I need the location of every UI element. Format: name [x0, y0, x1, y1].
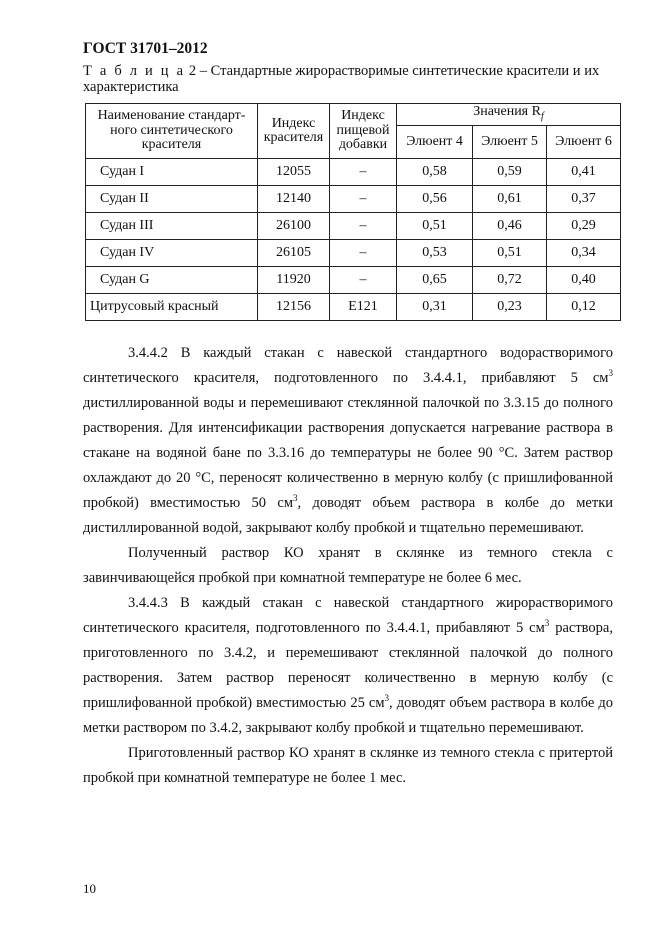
cell-eluent-4: 0,56: [397, 186, 473, 213]
header-eluent-4: Элюент 4: [397, 126, 473, 159]
superscript: 3: [384, 693, 390, 704]
standard-code: ГОСТ 31701–2012: [83, 40, 208, 57]
cell-eluent-4: 0,58: [397, 159, 473, 186]
cell-food-index: –: [330, 159, 397, 186]
superscript: 3: [608, 368, 613, 379]
cell-eluent-5: 0,61: [473, 186, 547, 213]
cell-name: Судан I: [86, 159, 258, 186]
paragraph-3-4-4-2: [83, 341, 613, 541]
cell-eluent-5: 0,46: [473, 213, 547, 240]
paragraph-text: раствора, приготовленного по 3.4.2, и перемешивают стеклянной палочкой до полного растворения. Затем раствор переносят количественно в мерную колбу (с пришлифованной пробкой) вместимостью 25 см: [83, 620, 613, 711]
superscript: 3: [293, 493, 298, 504]
table-row: [86, 186, 621, 213]
table-row: [86, 294, 621, 321]
cell-food-index: –: [330, 213, 397, 240]
header-rf-group: [397, 104, 621, 126]
header-name: Наименование стандарт-ного синтетического красителя: [86, 104, 258, 159]
table-row: [86, 159, 621, 186]
table-row: [86, 267, 621, 294]
cell-name: Судан II: [86, 186, 258, 213]
table-row: [86, 213, 621, 240]
cell-eluent-6: 0,40: [547, 267, 621, 294]
cell-eluent-6: 0,37: [547, 186, 621, 213]
cell-name: Судан III: [86, 213, 258, 240]
paragraph-storage-6-months: Полученный раствор КО хранят в склянке из темного стекла с завинчивающейся пробкой при комнатной температуре не более 6 мес.: [83, 545, 613, 586]
cell-food-index: –: [330, 186, 397, 213]
cell-eluent-5: 0,51: [473, 240, 547, 267]
paragraph-3-4-4-3: [83, 591, 613, 741]
cell-eluent-4: 0,51: [397, 213, 473, 240]
paragraph-storage-1-month: Приготовленный раствор КО хранят в склянке из темного стекла с притертой пробкой при комнатной температуре не более 1 мес.: [83, 745, 613, 786]
cell-name: Судан IV: [86, 240, 258, 267]
cell-food-index: –: [330, 267, 397, 294]
cell-eluent-6: 0,29: [547, 213, 621, 240]
cell-dye-index: 12140: [258, 186, 330, 213]
dye-table: [85, 103, 621, 321]
header-food-index: Индекс пищевой добавки: [330, 104, 397, 159]
cell-eluent-4: 0,31: [397, 294, 473, 321]
paragraph-text: дистиллированной воды и перемешивают стеклянной палочкой по 3.3.15 до полного растворения. Для интенсификации растворения допускается нагревание раствора в стакане на водяной бане по 3.3.16 до температуры не более 90 °С. Затем раствор охлаждают до 20 °С, переносят количественно в мерную колбу (с пришлифованной пробкой) вместимостью 50 см: [83, 395, 613, 511]
paragraph-text: 3.4.4.2 В каждый стакан с навеской стандартного водорастворимого синтетического красителя, подготовленного по 3.4.4.1, прибавляют 5 см: [83, 345, 613, 386]
header-rf-label: Значения R: [473, 103, 541, 119]
cell-dye-index: 12156: [258, 294, 330, 321]
cell-eluent-5: 0,23: [473, 294, 547, 321]
cell-eluent-6: 0,34: [547, 240, 621, 267]
body-text: [83, 341, 613, 791]
cell-dye-index: 26105: [258, 240, 330, 267]
cell-eluent-4: 0,65: [397, 267, 473, 294]
cell-eluent-5: 0,59: [473, 159, 547, 186]
cell-dye-index: 11920: [258, 267, 330, 294]
table-caption-text: 2 – Стандартные жирорастворимые синтетические красители и их характеристика: [83, 63, 600, 95]
cell-food-index: E121: [330, 294, 397, 321]
cell-dye-index: 12055: [258, 159, 330, 186]
table-caption-prefix: Т а б л и ц а: [83, 63, 186, 79]
cell-eluent-5: 0,72: [473, 267, 547, 294]
table-row: [86, 240, 621, 267]
cell-name: Цитрусовый красный: [86, 294, 258, 321]
header-eluent-5: Элюент 5: [473, 126, 547, 159]
cell-eluent-6: 0,12: [547, 294, 621, 321]
cell-name: Судан G: [86, 267, 258, 294]
paragraph-text: , доводят объем раствора в колбе до метки раствором по 3.4.2, закрывают колбу пробкой и тщательно перемешивают.: [83, 695, 613, 736]
cell-eluent-6: 0,41: [547, 159, 621, 186]
header-eluent-6: Элюент 6: [547, 126, 621, 159]
cell-food-index: –: [330, 240, 397, 267]
table-caption: [83, 64, 623, 95]
cell-eluent-4: 0,53: [397, 240, 473, 267]
page-number: 10: [83, 881, 96, 896]
paragraph-text: , доводят объем раствора в колбе до метки дистиллированной водой, закрывают колбу пробкой и тщательно перемешивают.: [83, 495, 613, 536]
paragraph-text: 3.4.4.3 В каждый стакан с навеской стандартного жирорастворимого синтетического красителя, подготовленного по 3.4.4.1, прибавляют 5 см: [83, 595, 613, 636]
cell-dye-index: 26100: [258, 213, 330, 240]
header-rf-subscript: f: [540, 110, 544, 122]
header-dye-index: Индекс красителя: [258, 104, 330, 159]
superscript: 3: [544, 618, 550, 629]
